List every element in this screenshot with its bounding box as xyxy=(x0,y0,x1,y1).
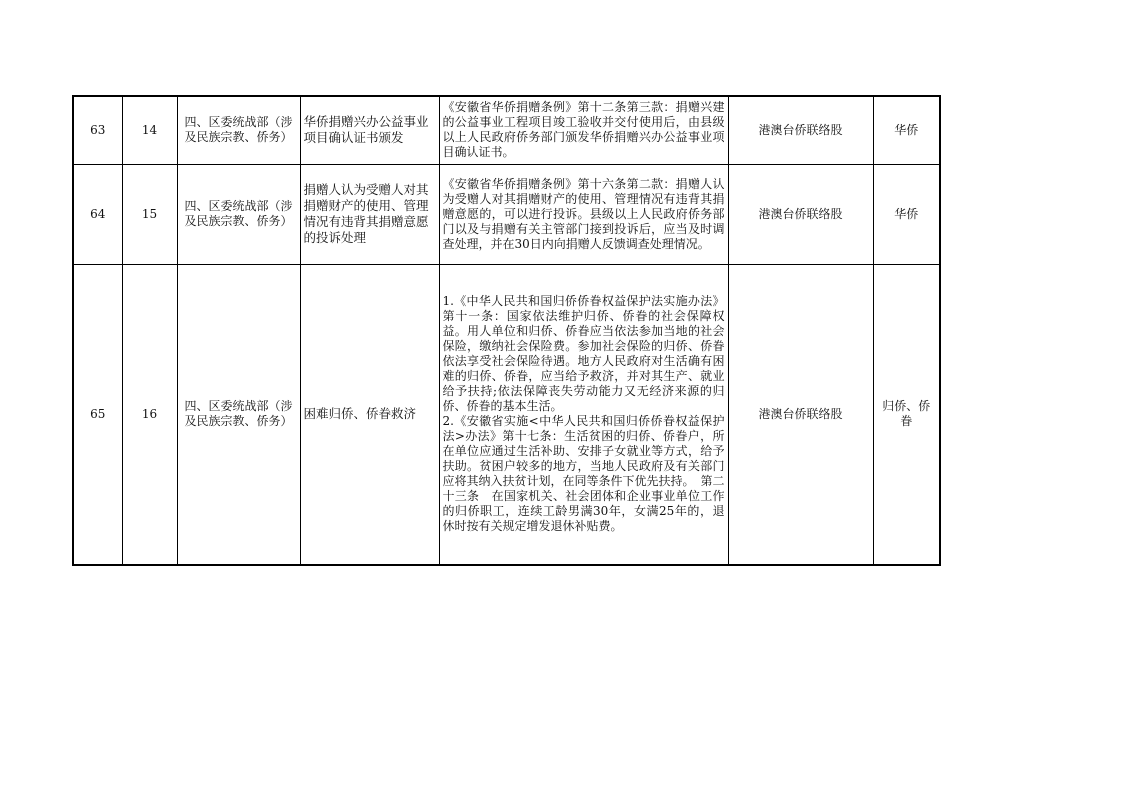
row-number-cell: 65 xyxy=(73,264,122,565)
legal-basis-cell: 1.《中华人民共和国归侨侨眷权益保护法实施办法》第十一条：国家依法维护归侨、侨眷的社会保障权益。用人单位和归侨、侨眷应当依法参加当地的社会保险，缴纳社会保险费。参加社会保险的归侨、侨眷依法享受社会保险待遇。地方人民政府对生活确有困难的归侨、侨眷，应当给予救济，并对其生产、就业给予扶持;依法保障丧失劳动能力又无经济来源的归侨、侨眷的基本生活。 2.《安徽省实施<中华人民共和国归侨侨眷权益保护法>办法》第十七条：生活贫困的归侨、侨眷户，所在单位应通过生活补助、安排子女就业等方式，给予扶助。贫困户较多的地方，当地人民政府及有关部门应将其纳入扶贫计划，在同等条件下优先扶持。 第二十三条 在国家机关、社会团体和企业事业单位工作的归侨职工，连续工龄男满30年，女满25年的，退休时按有关规定增发退休补贴费。 xyxy=(439,264,728,565)
item-name-cell: 捐赠人认为受赠人对其捐赠财产的使用、管理情况有违背其捐赠意愿的投诉处理 xyxy=(300,164,439,264)
department-cell: 四、区委统战部（涉及民族宗教、侨务） xyxy=(177,96,300,164)
department-cell: 四、区委统战部（涉及民族宗教、侨务） xyxy=(177,164,300,264)
sub-number-cell: 15 xyxy=(122,164,177,264)
responsible-unit-cell: 港澳台侨联络股 xyxy=(728,264,873,565)
department-cell: 四、区委统战部（涉及民族宗教、侨务） xyxy=(177,264,300,565)
table-row xyxy=(73,96,940,164)
legal-basis-cell: 《安徽省华侨捐赠条例》第十二条第三款：捐赠兴建的公益事业工程项目竣工验收并交付使用后，由县级以上人民政府侨务部门颁发华侨捐赠兴办公益事业项目确认证书。 xyxy=(439,96,728,164)
table-row xyxy=(73,264,940,565)
target-cell: 华侨 xyxy=(873,164,940,264)
sub-number-cell: 14 xyxy=(122,96,177,164)
table-row xyxy=(73,164,940,264)
row-number-cell: 63 xyxy=(73,96,122,164)
item-name-cell: 华侨捐赠兴办公益事业项目确认证书颁发 xyxy=(300,96,439,164)
legal-basis-cell: 《安徽省华侨捐赠条例》第十六条第二款：捐赠人认为受赠人对其捐赠财产的使用、管理情况有违背其捐赠意愿的，可以进行投诉。县级以上人民政府侨务部门以及与捐赠有关主管部门接到投诉后，应当及时调查处理，并在30日内向捐赠人反馈调查处理情况。 xyxy=(439,164,728,264)
target-cell: 华侨 xyxy=(873,96,940,164)
item-name-cell: 困难归侨、侨眷救济 xyxy=(300,264,439,565)
responsible-unit-cell: 港澳台侨联络股 xyxy=(728,96,873,164)
row-number-cell: 64 xyxy=(73,164,122,264)
sub-number-cell: 16 xyxy=(122,264,177,565)
target-cell: 归侨、侨眷 xyxy=(873,264,940,565)
responsible-unit-cell: 港澳台侨联络股 xyxy=(728,164,873,264)
power-list-table xyxy=(72,95,941,566)
